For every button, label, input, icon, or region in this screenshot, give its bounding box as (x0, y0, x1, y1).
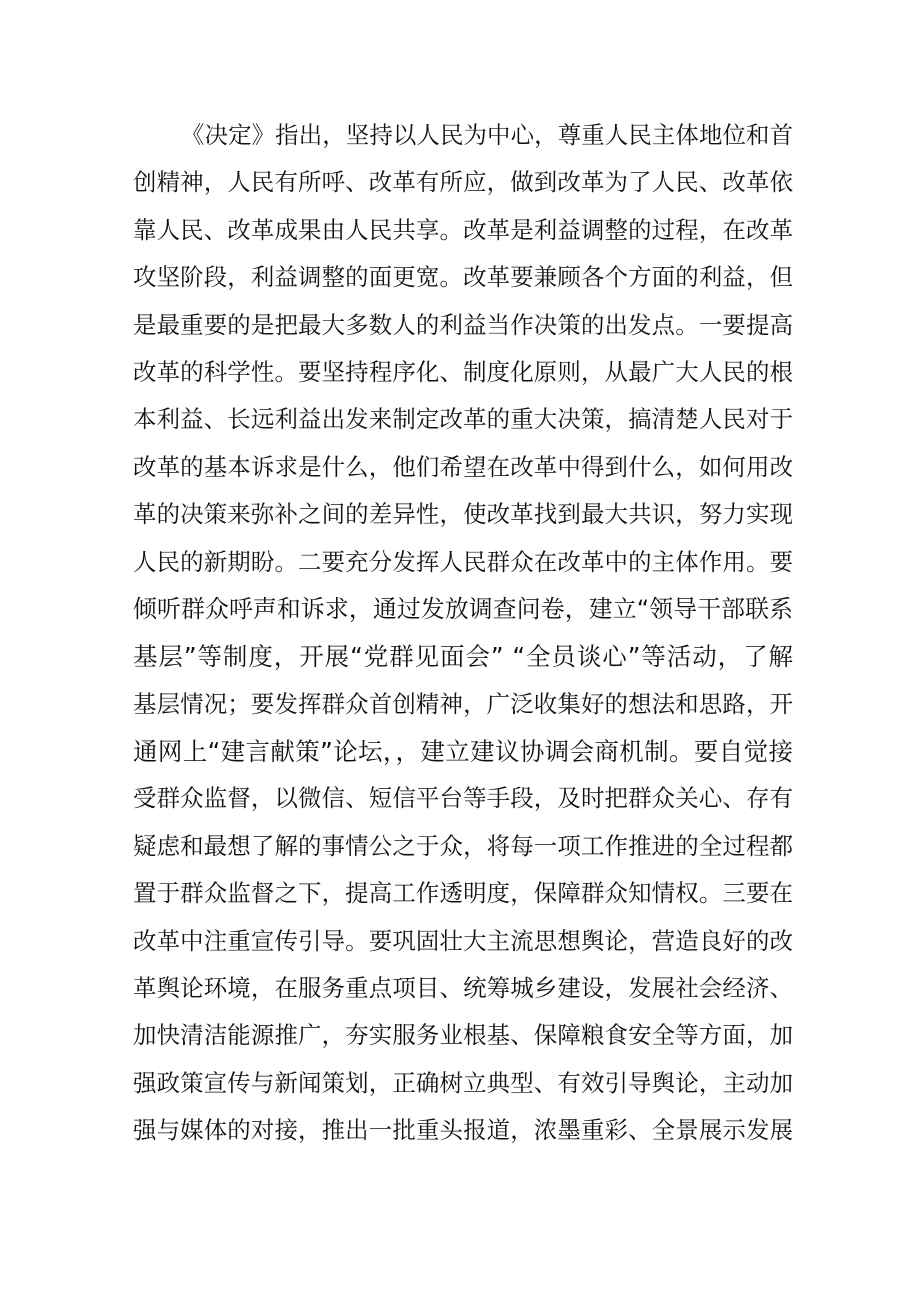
paragraph-line: 强与媒体的对接，推出一批重头报道，浓墨重彩、全景展示发展 (133, 1116, 793, 1145)
paragraph-line: 倾听群众呼声和诉求，通过发放调查问卷，建立“领导干部联系 (133, 594, 793, 623)
paragraph-line: 通网上“建言献策”论坛，，建立建议协调会商机制。要自觉接 (133, 737, 793, 767)
paragraph-line: 强政策宣传与新闻策划，正确树立典型、有效引导舆论，主动加 (133, 1068, 793, 1097)
paragraph-line: 攻坚阶段，利益调整的面更宽。改革要兼顾各个方面的利益，但 (133, 263, 793, 292)
paragraph-line: 本利益、长远利益出发来制定改革的重大决策，搞清楚人民对于 (133, 405, 793, 434)
paragraph-line: 置于群众监督之下，提高工作透明度，保障群众知情权。三要在 (133, 879, 793, 908)
paragraph-line: 受群众监督，以微信、短信平台等手段，及时把群众关心、存有 (133, 784, 793, 813)
paragraph-line: 基层”等制度，开展“党群见面会” “全员谈心”等活动，了解 (133, 642, 793, 672)
body-paragraph (133, 112, 793, 1155)
paragraph-line: 革舆论环境，在服务重点项目、统筹城乡建设，发展社会经济、 (133, 974, 793, 1003)
paragraph-line: 加快清洁能源推广，夯实服务业根基、保障粮食安全等方面，加 (133, 1021, 793, 1050)
paragraph-line: 靠人民、改革成果由人民共享。改革是利益调整的过程，在改革 (133, 215, 793, 244)
paragraph-line: 创精神，人民有所呼、改革有所应，做到改革为了人民、改革依 (133, 168, 793, 197)
paragraph-line: 人民的新期盼。二要充分发挥人民群众在改革中的主体作用。要 (133, 547, 793, 576)
paragraph-line: 疑虑和最想了解的事情公之于众，将每一项工作推进的全过程都 (133, 831, 793, 860)
paragraph-line: 基层情况；要发挥群众首创精神，广泛收集好的想法和思路，开 (133, 689, 793, 718)
paragraph-line: 改革的基本诉求是什么，他们希望在改革中得到什么，如何用改 (133, 452, 793, 481)
paragraph-line: 改革的科学性。要坚持程序化、制度化原则，从最广大人民的根 (133, 357, 793, 386)
paragraph-line: 改革中注重宣传引导。要巩固壮大主流思想舆论，营造良好的改 (133, 926, 793, 955)
paragraph-line: 革的决策来弥补之间的差异性，使改革找到最大共识，努力实现 (133, 500, 793, 529)
paragraph-line: 《决定》指出，坚持以人民为中心，尊重人民主体地位和首 (181, 121, 793, 149)
paragraph-line: 是最重要的是把最大多数人的利益当作决策的出发点。一要提高 (133, 310, 793, 339)
